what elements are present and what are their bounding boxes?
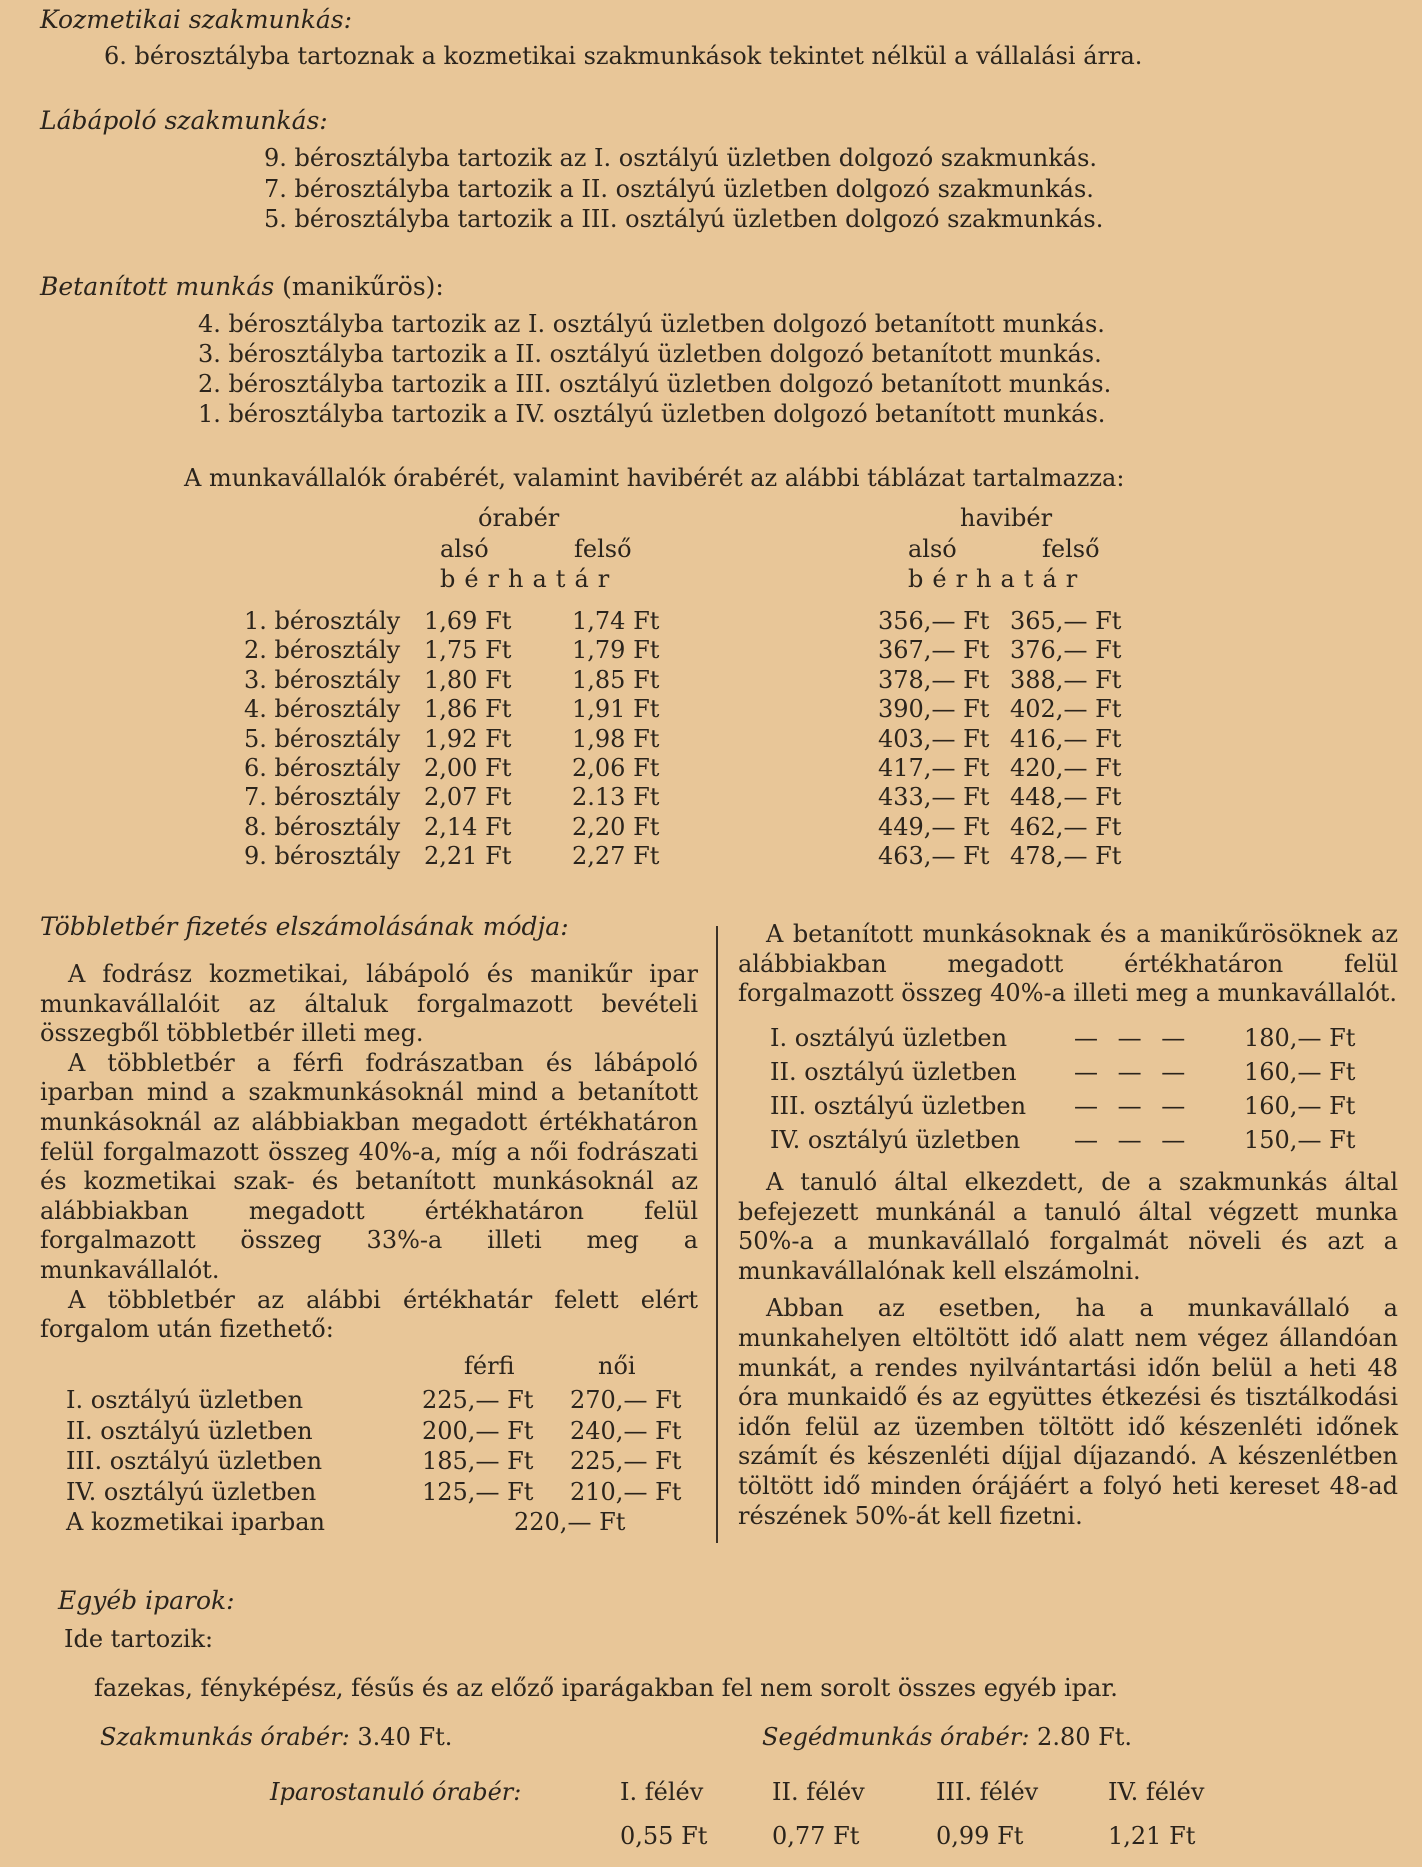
threshold-value: 180,— Ft [1244,1024,1356,1052]
wage-table-row [0,812,1422,842]
left-threshold-row [0,1416,716,1446]
egyeb-ide-tartozik: Ide tartozik: [64,1625,214,1653]
labapolo-line-3: 5. bérosztályba tartozik a III. osztályú üzletben dolgozó szakmunkás. [264,205,1104,233]
segedmunkas-oraber [762,1723,1132,1752]
wage-table-row [0,782,1422,812]
left-paragraph-3: A többletbér az alábbi értékhatár felett elért forgalom után fizethető: [40,1285,698,1344]
wage-table-intro: A munkavállalók órabérét, valamint havibérét az alábbi táblázat tartalmazza: [184,464,1125,492]
right-column-text-2 [738,1168,1398,1531]
threshold-noi-value: 240,— Ft [570,1416,682,1445]
semester-name: IV. félév [1108,1778,1205,1806]
oraber-also-value: 2,07 Ft [424,783,512,812]
oraber-felso-value: 1,74 Ft [572,607,660,635]
threshold-dashes: — — — [1074,1126,1192,1154]
left-col-header-ferfi: férfi [464,1352,515,1380]
heading-betanitott-label: Betanított munkás [40,272,275,301]
oraber-also-value: 1,75 Ft [424,636,512,665]
right-threshold-row [0,1125,1422,1155]
oraber-also-value: 2,14 Ft [424,812,512,841]
left-paragraph-2: A többletbér a férfi fodrászatban és lábápoló iparban mind a szakmunkásoknál mind a betanított munkásoknál az alábbiakban megadott értékhatáron felül forgalmazott összeg 40%-a, míg a női fodrászati és kozmetikai szak- és betanított munkásoknál az alábbiakban megadott értékhatáron felül forgalmazott összeg 33%-a illeti meg a munkavállalót. [40,1048,698,1284]
haviber-also-value: 463,— Ft [878,842,990,871]
threshold-dashes: — — — [1074,1024,1192,1052]
kozmetikai-ipar-label: A kozmetikai iparban [66,1508,325,1536]
oraber-also-value: 2,21 Ft [424,842,512,871]
wage-table-row [0,753,1422,783]
haviber-also-value: 356,— Ft [878,607,990,635]
semester-value: 1,21 Ft [1108,1822,1196,1850]
right-threshold-row [0,1057,1422,1087]
oraber-felso-value: 1,98 Ft [572,724,660,753]
header-haviber-berhatar: bérhatár [908,565,1087,593]
header-oraber: órabér [478,504,560,532]
haviber-felso-value: 388,— Ft [1010,665,1122,694]
kozmetikai-line: 6. bérosztályba tartoznak a kozmetikai szakmunkások tekintet nélkül a vállalási árra. [104,42,1143,70]
haviber-also-value: 433,— Ft [878,783,990,812]
wage-class-label: 1. bérosztály [244,607,401,635]
threshold-ferfi-value: 225,— Ft [422,1386,534,1414]
threshold-ferfi-value: 200,— Ft [422,1416,534,1445]
wage-table-row [0,635,1422,665]
wage-class-label: 2. bérosztály [244,636,401,665]
heading-egyeb: Egyéb iparok: [58,1586,235,1615]
haviber-felso-value: 420,— Ft [1010,754,1122,782]
oraber-also-value: 1,80 Ft [424,665,512,694]
szakmunkas-oraber [100,1723,452,1752]
betanitott-line-1: 4. bérosztályba tartozik az I. osztályú üzletben dolgozó betanított munkás. [198,310,1105,338]
oraber-felso-value: 1,79 Ft [572,636,660,665]
threshold-value: 160,— Ft [1244,1058,1356,1086]
oraber-felso-value: 1,91 Ft [572,695,660,724]
threshold-label: IV. osztályú üzletben [66,1477,317,1506]
wage-table-row [0,841,1422,871]
szakmunkas-oraber-value: 3.40 Ft. [357,1723,453,1751]
threshold-noi-value: 225,— Ft [570,1447,682,1475]
semester-value: 0,55 Ft [620,1822,708,1850]
haviber-also-value: 417,— Ft [878,754,990,782]
wage-class-label: 7. bérosztály [244,783,401,812]
header-oraber-felso: felső [574,535,632,563]
heading-kozmetikai: Kozmetikai szakmunkás: [40,5,353,34]
segedmunkas-oraber-value: 2.80 Ft. [1037,1723,1133,1751]
iparostanulo-oraber-label: Iparostanuló órabér: [270,1778,522,1806]
segedmunkas-oraber-label: Segédmunkás órabér: [762,1723,1030,1751]
oraber-felso-value: 1,85 Ft [572,665,660,694]
haviber-also-value: 403,— Ft [878,724,990,753]
haviber-felso-value: 448,— Ft [1010,783,1122,812]
labapolo-line-2: 7. bérosztályba tartozik a II. osztályú üzletben dolgozó szakmunkás. [264,175,1094,203]
threshold-value: 150,— Ft [1244,1126,1356,1154]
threshold-dashes: — — — [1074,1092,1192,1120]
threshold-dashes: — — — [1074,1058,1192,1086]
right-column-text-1 [738,920,1398,1009]
heading-labapolo: Lábápoló szakmunkás: [40,106,328,135]
heading-betanitott-suffix: (manikűrös): [282,272,444,301]
semester-name: II. félév [772,1778,865,1806]
heading-tobbletber: Többletbér fizetés elszámolásának módja: [40,912,569,941]
wage-class-label: 5. bérosztály [244,724,401,753]
betanitott-line-3: 2. bérosztályba tartozik a III. osztályú üzletben dolgozó betanított munkás. [198,370,1112,398]
right-paragraph-3: Abban az esetben, ha a munkavállaló a munkahelyen eltöltött idő alatt nem végez állandóan munkát, a rendes nyilvántartási időn belül a heti 48 óra munkaidő és az együttes étkezési és tisztálkodási időn felül az üzemben töltött idő készenléti időnek számít és készenléti díjjal díjazandó. A készenlétben töltött idő minden órájáért a folyó heti kereset 48-ad részének 50%-át kell fizetni. [738,1294,1398,1530]
haviber-felso-value: 462,— Ft [1010,812,1122,841]
haviber-also-value: 367,— Ft [878,636,990,665]
left-threshold-row [0,1385,716,1415]
oraber-felso-value: 2,20 Ft [572,812,660,841]
threshold-label: III. osztályú üzletben [66,1447,323,1475]
haviber-felso-value: 402,— Ft [1010,695,1122,724]
wage-table-row [0,694,1422,724]
wage-table-row [0,606,1422,636]
threshold-label: I. osztályú üzletben [66,1386,304,1414]
right-threshold-row [0,1091,1422,1121]
left-paragraph-1: A fodrász kozmetikai, lábápoló és manikűr ipar munkavállalóit az általuk forgalmazott bevételi összegből többletbér illeti meg. [40,960,698,1048]
haviber-also-value: 449,— Ft [878,812,990,841]
right-paragraph-2: A tanuló által elkezdett, de a szakmunkás által befejezett munkánál a tanuló által végzett munka 50%-a a munkavállaló forgalmát növeli és azt a munkavállalónak kell elszámolni. [738,1168,1398,1285]
oraber-also-value: 1,86 Ft [424,695,512,724]
left-col-header-noi: női [598,1352,636,1380]
oraber-felso-value: 2.13 Ft [572,783,660,812]
oraber-felso-value: 2,27 Ft [572,842,660,871]
wage-class-label: 8. bérosztály [244,812,401,841]
threshold-noi-value: 270,— Ft [570,1386,682,1414]
header-oraber-berhatar: bérhatár [440,565,619,593]
haviber-felso-value: 365,— Ft [1010,607,1122,635]
header-haviber: havibér [960,504,1053,532]
betanitott-line-2: 3. bérosztályba tartozik a II. osztályú üzletben dolgozó betanított munkás. [198,340,1102,368]
wage-class-label: 9. bérosztály [244,842,401,871]
semester-value: 0,99 Ft [936,1822,1024,1850]
column-divider [716,926,718,1543]
threshold-label: II. osztályú üzletben [770,1058,1017,1086]
oraber-also-value: 1,69 Ft [424,607,512,635]
haviber-also-value: 378,— Ft [878,665,990,694]
wage-class-label: 6. bérosztály [244,754,401,782]
egyeb-list: fazekas, fényképész, fésűs és az előző iparágakban fel nem sorolt összes egyéb ipar. [94,1674,1118,1702]
right-paragraph-1: A betanított munkásoknak és a manikűrösöknek az alábbiakban megadott értékhatáron felül forgalmazott összeg 40%-a illeti meg a munkavállalót. [738,920,1398,1008]
betanitott-line-4: 1. bérosztályba tartozik a IV. osztályú üzletben dolgozó betanított munkás. [198,400,1106,428]
haviber-felso-value: 478,— Ft [1010,842,1122,871]
threshold-ferfi-value: 125,— Ft [422,1477,534,1506]
haviber-felso-value: 376,— Ft [1010,636,1122,665]
labapolo-line-1: 9. bérosztályba tartozik az I. osztályú üzletben dolgozó szakmunkás. [264,144,1098,172]
header-haviber-felso: felső [1042,535,1100,563]
wage-class-label: 3. bérosztály [244,665,401,694]
threshold-label: I. osztályú üzletben [770,1024,1008,1052]
oraber-also-value: 1,92 Ft [424,724,512,753]
threshold-ferfi-value: 185,— Ft [422,1447,534,1475]
wage-table-row [0,724,1422,754]
kozmetikai-ipar-value: 220,— Ft [514,1508,626,1536]
semester-name: III. félév [936,1778,1039,1806]
header-haviber-also: alsó [908,535,957,563]
threshold-value: 160,— Ft [1244,1092,1356,1120]
header-oraber-also: alsó [440,535,489,563]
oraber-also-value: 2,00 Ft [424,754,512,782]
left-threshold-row [0,1446,716,1476]
haviber-also-value: 390,— Ft [878,695,990,724]
threshold-label: III. osztályú üzletben [770,1092,1027,1120]
semester-name: I. félév [620,1778,704,1806]
wage-table-row [0,665,1422,695]
semester-value: 0,77 Ft [772,1822,860,1850]
left-threshold-row [0,1477,716,1507]
wage-class-label: 4. bérosztály [244,695,401,724]
oraber-felso-value: 2,06 Ft [572,754,660,782]
threshold-noi-value: 210,— Ft [570,1477,682,1506]
heading-betanitott [40,272,444,302]
szakmunkas-oraber-label: Szakmunkás órabér: [100,1723,350,1751]
right-threshold-row [0,1023,1422,1053]
threshold-label: IV. osztályú üzletben [770,1126,1021,1154]
threshold-label: II. osztályú üzletben [66,1416,313,1445]
haviber-felso-value: 416,— Ft [1010,724,1122,753]
